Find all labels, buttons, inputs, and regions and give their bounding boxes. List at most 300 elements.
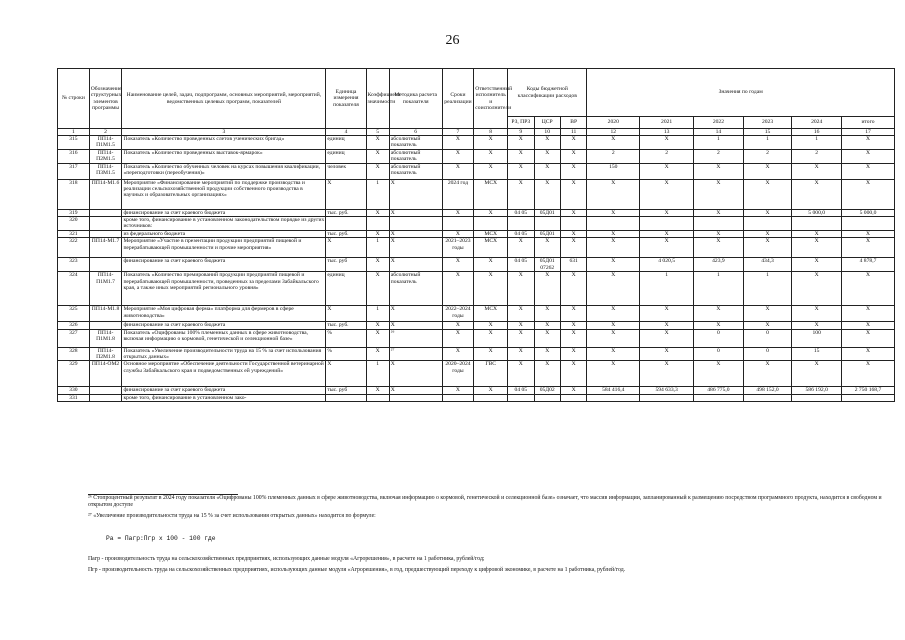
cell-unit: человек <box>326 163 366 179</box>
cell-name: Мероприятие «Участие в презентации продукции предприятий пищевой и перерабатывающей промышленности и прочие мероприятия» <box>122 238 326 258</box>
table-row <box>58 394 895 401</box>
cell-rz: X <box>508 149 534 163</box>
cell-v2024: X <box>792 230 842 237</box>
cell-k: X <box>366 347 389 361</box>
cell-v2022: X <box>694 238 744 258</box>
cell-term: X <box>442 258 474 272</box>
cell-csr: X <box>534 347 560 361</box>
cell-method: X <box>389 258 442 272</box>
cell-k: 1 <box>366 179 389 209</box>
cell-resp <box>474 217 508 231</box>
cell-v2023: X <box>743 238 792 258</box>
cell-term: X <box>442 387 474 394</box>
column-number: 11 <box>560 129 586 136</box>
cell-code: ПП14-П2М1.8 <box>89 347 122 361</box>
cell-vr <box>560 217 586 231</box>
cell-resp: X <box>474 149 508 163</box>
cell-term: X <box>442 209 474 216</box>
header-name: Наименование целей, задач, подпрограмм, основных мероприятий, мероприятий, ведомственных целевых программ, показателей <box>122 69 326 129</box>
cell-resp: X <box>474 329 508 347</box>
footnote-26: ²⁶ Стопроцентный результат в 2024 году показателя «Оцифрованы 100% племенных данных в сфере животноводства, включая информацию о кормовой, генетической и селекционной базе» означает, что массив информации, запланированный к размещению посредством программного продукта, находится в свободном и открытом доступе <box>88 495 882 509</box>
cell-code <box>89 217 122 231</box>
cell-v2024: X <box>792 258 842 272</box>
cell-term: X <box>442 163 474 179</box>
cell-unit: тыс. руб. <box>326 230 366 237</box>
cell-v2021: 4 020,5 <box>640 258 694 272</box>
cell-unit: % <box>326 329 366 347</box>
table-row <box>58 329 895 347</box>
cell-k <box>366 217 389 231</box>
cell-resp: X <box>474 209 508 216</box>
cell-v2023: 434,3 <box>743 258 792 272</box>
cell-vr: X <box>560 238 586 258</box>
cell-name: финансирование за счет краевого бюджета <box>122 209 326 216</box>
cell-v2022: X <box>694 179 744 209</box>
table-row <box>58 258 895 272</box>
cell-code: ПП14-П1М1.7 <box>89 272 122 306</box>
cell-vr: X <box>560 209 586 216</box>
cell-name: Показатель «Оцифрованы 100% племенных данных в сфере животноводства, включая информацию о кормовой, генетической и селекционной базе» <box>122 329 326 347</box>
cell-n: 320 <box>58 217 90 231</box>
cell-code <box>89 394 122 401</box>
cell-v2020: X <box>587 361 640 387</box>
table-row <box>58 136 895 150</box>
cell-vr: X <box>560 136 586 150</box>
cell-term: 2022–2024 годы <box>442 306 474 322</box>
header-rz: РЗ, ПРЗ <box>508 117 534 129</box>
cell-csr: X <box>534 179 560 209</box>
cell-method <box>389 217 442 231</box>
cell-v2022: X <box>694 230 744 237</box>
cell-vr: X <box>560 272 586 306</box>
cell-v2022 <box>694 394 744 401</box>
cell-v2022: 2 <box>694 149 744 163</box>
table-row <box>58 179 895 209</box>
cell-term: X <box>442 136 474 150</box>
footnote-27: ²⁷ «Увеличение производительности труда на 15 % за счет использования открытых данных» находится по формуле: <box>88 513 376 520</box>
column-number: 6 <box>389 129 442 136</box>
cell-method: абсолютный показатель <box>389 149 442 163</box>
cell-code: ПП14-ОМ2 <box>89 361 122 387</box>
cell-method: абсолютный показатель <box>389 136 442 150</box>
cell-unit: единиц <box>326 149 366 163</box>
program-table <box>57 68 895 402</box>
cell-name: Показатель «Количество проведенных выставок-ярмарок» <box>122 149 326 163</box>
cell-method: ²⁶ <box>389 329 442 347</box>
cell-n: 329 <box>58 361 90 387</box>
cell-code <box>89 387 122 394</box>
cell-resp: X <box>474 387 508 394</box>
cell-v2023: 1 <box>743 136 792 150</box>
cell-resp: X <box>474 322 508 329</box>
cell-k: X <box>366 272 389 306</box>
cell-v2023: X <box>743 306 792 322</box>
cell-v2021: 2 <box>640 149 694 163</box>
cell-v2024: X <box>792 179 842 209</box>
cell-vr: X <box>560 163 586 179</box>
column-number: 17 <box>842 129 895 136</box>
cell-v2020: X <box>587 238 640 258</box>
cell-name: финансирование за счет краевого бюджета <box>122 258 326 272</box>
cell-csr: X <box>534 329 560 347</box>
cell-rz <box>508 394 534 401</box>
cell-v2020: X <box>587 209 640 216</box>
cell-csr: X <box>534 238 560 258</box>
header-vr: ВР <box>560 117 586 129</box>
cell-code <box>89 209 122 216</box>
cell-name: Показатель «Увеличение производительности труда на 15 % за счет использования открытых данных» <box>122 347 326 361</box>
cell-name: из федерального бюджета <box>122 230 326 237</box>
cell-rz: X <box>508 238 534 258</box>
cell-total: 5 000,0 <box>842 209 895 216</box>
cell-v2020: 2 <box>587 149 640 163</box>
cell-term: X <box>442 272 474 306</box>
cell-csr <box>534 394 560 401</box>
header-method: Методика расчета показателя <box>389 69 442 129</box>
cell-resp: МСХ <box>474 306 508 322</box>
cell-v2021: X <box>640 136 694 150</box>
cell-n: 321 <box>58 230 90 237</box>
table-row <box>58 387 895 394</box>
cell-csr <box>534 217 560 231</box>
cell-k: X <box>366 258 389 272</box>
column-number: 2 <box>89 129 122 136</box>
cell-total <box>842 217 895 231</box>
cell-resp: X <box>474 272 508 306</box>
cell-rz: X <box>508 361 534 387</box>
column-number: 3 <box>122 129 326 136</box>
cell-name: кроме того, финансирование в установленном законодательством порядке из других источников: <box>123 217 325 230</box>
cell-method: X <box>389 361 442 387</box>
cell-v2024: 100 <box>792 329 842 347</box>
header-budget-codes: Коды бюджетной классификации расходов <box>508 69 587 117</box>
cell-resp <box>474 394 508 401</box>
cell-method <box>389 394 442 401</box>
cell-csr: X <box>534 322 560 329</box>
cell-total: X <box>842 149 895 163</box>
cell-resp: X <box>474 163 508 179</box>
cell-method: X <box>389 230 442 237</box>
cell-n: 325 <box>58 306 90 322</box>
cell-term <box>442 217 474 231</box>
cell-k: 1 <box>366 238 389 258</box>
cell-term <box>442 394 474 401</box>
cell-method: X <box>389 322 442 329</box>
column-number: 7 <box>442 129 474 136</box>
cell-v2024 <box>792 217 842 231</box>
column-number: 13 <box>640 129 694 136</box>
cell-unit <box>326 217 366 231</box>
table-row <box>58 149 895 163</box>
cell-v2021: X <box>640 209 694 216</box>
table-row <box>58 322 895 329</box>
cell-v2021: X <box>640 230 694 237</box>
column-number: 9 <box>508 129 534 136</box>
cell-v2021: X <box>640 179 694 209</box>
cell-n: 318 <box>58 179 90 209</box>
cell-name: Мероприятие «Финансирование мероприятий по поддержке производства и реализации сельскохозяйственной продукции собственного производства в научных и образовательных организациях» <box>122 179 326 209</box>
cell-n: 324 <box>58 272 90 306</box>
cell-v2021: 594 633,3 <box>640 387 694 394</box>
cell-v2022: 1 <box>694 136 744 150</box>
cell-csr: X <box>534 163 560 179</box>
cell-unit: тыс. руб. <box>326 322 366 329</box>
cell-v2023: X <box>743 179 792 209</box>
cell-v2024: 1 <box>792 136 842 150</box>
cell-method: X <box>389 387 442 394</box>
cell-unit: X <box>326 306 366 322</box>
cell-v2023 <box>743 217 792 231</box>
cell-resp: X <box>474 347 508 361</box>
cell-total: X <box>842 163 895 179</box>
cell-v2022: 0 <box>694 329 744 347</box>
cell-v2023: 1 <box>743 272 792 306</box>
cell-name: Показатель «Количество премирований продукции предприятий пищевой и перерабатывающей промышленности, проведенных за пределами Забайкальского края, а также иных мероприятий регионального уровня» <box>122 272 326 306</box>
cell-v2022: 486 775,0 <box>694 387 744 394</box>
cell-v2020: X <box>587 230 640 237</box>
cell-csr: 05Д01 07262 <box>534 258 560 272</box>
header-responsible: Ответственный исполнитель и соисполнители <box>474 69 508 129</box>
table-row <box>58 306 895 322</box>
definition-pgr: Пгр - производительность труда на сельскохозяйственных предприятиях, использующих данные модуля «Агрорешения», в год, предшествующий переходу к цифровой экономике, в расчете на 1 работника, рублей/год. <box>88 567 626 574</box>
cell-v2021: 1 <box>640 272 694 306</box>
cell-v2020: X <box>587 136 640 150</box>
header-csr: ЦСР <box>534 117 560 129</box>
cell-v2023: X <box>743 230 792 237</box>
cell-n: 323 <box>58 258 90 272</box>
cell-v2022: X <box>694 361 744 387</box>
cell-total: X <box>842 136 895 150</box>
cell-k: X <box>366 136 389 150</box>
cell-rz: 04 05 <box>508 209 534 216</box>
cell-v2022: 1 <box>694 272 744 306</box>
cell-total <box>842 394 895 401</box>
cell-v2024: X <box>792 238 842 258</box>
cell-n: 330 <box>58 387 90 394</box>
cell-code <box>89 230 122 237</box>
cell-vr: X <box>560 179 586 209</box>
cell-total: X <box>842 347 895 361</box>
cell-v2024 <box>792 394 842 401</box>
cell-rz: 04 05 <box>508 230 534 237</box>
cell-unit <box>326 394 366 401</box>
cell-total: X <box>842 329 895 347</box>
column-number: 5 <box>366 129 389 136</box>
cell-name: Мероприятие «Моя цифровая ферма» платформа для фермеров в сфере животноводства» <box>122 306 326 322</box>
cell-unit: единиц <box>326 136 366 150</box>
table-row <box>58 230 895 237</box>
cell-code: ПП14-П1М1.8 <box>89 329 122 347</box>
cell-v2023 <box>743 394 792 401</box>
header-unit: Единица измерения показателя <box>326 69 366 129</box>
cell-total: X <box>842 230 895 237</box>
cell-v2024: X <box>792 163 842 179</box>
column-number: 15 <box>743 129 792 136</box>
cell-v2020: X <box>587 258 640 272</box>
cell-name: Показатель «Количество проведенных слетов ученических бригад» <box>122 136 326 150</box>
cell-k <box>366 394 389 401</box>
cell-rz: 04 05 <box>508 387 534 394</box>
cell-v2021: X <box>640 306 694 322</box>
cell-vr: X <box>560 361 586 387</box>
cell-k: 1 <box>366 361 389 387</box>
cell-unit: тыс. руб <box>326 387 366 394</box>
cell-v2021: X <box>640 347 694 361</box>
cell-v2023: 0 <box>743 329 792 347</box>
cell-total: X <box>842 238 895 258</box>
cell-total: X <box>842 306 895 322</box>
cell-n: 317 <box>58 163 90 179</box>
cell-resp: МСХ <box>474 179 508 209</box>
cell-k: X <box>366 230 389 237</box>
cell-total: 2 750 168,7 <box>842 387 895 394</box>
header-coefficient: Коэффициент значимости <box>366 69 389 129</box>
cell-v2024: 2 <box>792 149 842 163</box>
header-2023: 2023 <box>743 117 792 129</box>
cell-name: Показатель «Количество обученных человек на курсах повышения квалификации, «переподготовки (переобучения)» <box>122 163 326 179</box>
cell-code: ПП14-П3М1.5 <box>89 163 122 179</box>
table-row <box>58 217 895 231</box>
cell-v2021: X <box>640 329 694 347</box>
cell-csr: X <box>534 136 560 150</box>
cell-v2024: 586 192,0 <box>792 387 842 394</box>
cell-code: ПП14-М1.6 <box>89 179 122 209</box>
cell-resp: МСХ <box>474 230 508 237</box>
cell-term: X <box>442 230 474 237</box>
cell-vr <box>560 394 586 401</box>
page-number: 26 <box>445 33 460 48</box>
cell-total: 4 878,7 <box>842 258 895 272</box>
cell-rz <box>508 217 534 231</box>
column-number: 4 <box>326 129 366 136</box>
cell-name: Основное мероприятие «Обеспечение деятельности Государственной ветеринарной службы Забайкальского края и подведомственных ей учреждений» <box>122 361 326 387</box>
cell-v2024: X <box>792 361 842 387</box>
column-number: 10 <box>534 129 560 136</box>
cell-unit: тыс. руб <box>326 258 366 272</box>
cell-resp: МСХ <box>474 238 508 258</box>
cell-v2023: X <box>743 163 792 179</box>
cell-term: 2024 год <box>442 179 474 209</box>
cell-rz: X <box>508 136 534 150</box>
table-body <box>58 129 895 402</box>
cell-code: ПП14-М1.7 <box>89 238 122 258</box>
cell-v2024: 5 000,0 <box>792 209 842 216</box>
cell-v2024: X <box>792 322 842 329</box>
cell-unit: единиц <box>326 272 366 306</box>
cell-k: 1 <box>366 306 389 322</box>
cell-csr: X <box>534 272 560 306</box>
table-row <box>58 209 895 216</box>
cell-v2020: 150 <box>587 163 640 179</box>
cell-v2022: X <box>694 306 744 322</box>
cell-v2023: X <box>743 361 792 387</box>
table-row <box>58 163 895 179</box>
cell-code <box>89 322 122 329</box>
table-row <box>58 238 895 258</box>
cell-v2021 <box>640 394 694 401</box>
cell-resp: ГВС <box>474 361 508 387</box>
table-row <box>58 272 895 306</box>
cell-v2020: X <box>587 272 640 306</box>
cell-n: 327 <box>58 329 90 347</box>
cell-method: абсолютный показатель <box>389 272 442 306</box>
cell-v2021: X <box>640 361 694 387</box>
header-2022: 2022 <box>694 117 744 129</box>
cell-v2021: X <box>640 163 694 179</box>
cell-vr: X <box>560 322 586 329</box>
cell-v2021 <box>640 217 694 231</box>
header-row-number: № строки <box>58 69 90 129</box>
cell-vr: 631 <box>560 258 586 272</box>
cell-total: X <box>842 272 895 306</box>
cell-n: 315 <box>58 136 90 150</box>
cell-vr: X <box>560 306 586 322</box>
cell-n: 319 <box>58 209 90 216</box>
cell-v2024: X <box>792 272 842 306</box>
column-number: 14 <box>694 129 744 136</box>
cell-rz: X <box>508 163 534 179</box>
cell-resp: X <box>474 258 508 272</box>
cell-v2023: 0 <box>743 347 792 361</box>
cell-name: финансирование за счет краевого бюджета <box>122 387 326 394</box>
cell-method: X <box>389 209 442 216</box>
cell-rz: X <box>508 322 534 329</box>
header-term: Сроки реализации <box>442 69 474 129</box>
cell-v2023: X <box>743 322 792 329</box>
cell-v2022: X <box>694 322 744 329</box>
cell-rz: X <box>508 272 534 306</box>
table-row <box>58 347 895 361</box>
cell-v2022: 423,9 <box>694 258 744 272</box>
cell-rz: X <box>508 306 534 322</box>
cell-csr: 05Д02 <box>534 387 560 394</box>
formula: Ра = Пагр:Пгр х 100 - 100 где <box>106 534 216 542</box>
cell-k: X <box>366 149 389 163</box>
cell-rz: X <box>508 347 534 361</box>
header-2024: 2024 <box>792 117 842 129</box>
cell-v2022: X <box>694 163 744 179</box>
cell-unit: X <box>326 361 366 387</box>
cell-resp: X <box>474 136 508 150</box>
cell-v2020 <box>587 394 640 401</box>
cell-method: абсолютный показатель <box>389 163 442 179</box>
cell-name: кроме того, финансирование в установленном зако- <box>122 394 326 401</box>
cell-v2020: X <box>587 329 640 347</box>
cell-unit: % <box>326 347 366 361</box>
cell-v2020: 584 416,4 <box>587 387 640 394</box>
cell-v2020: X <box>587 179 640 209</box>
cell-n: 331 <box>58 394 90 401</box>
cell-k: X <box>366 163 389 179</box>
cell-v2023: 2 <box>743 149 792 163</box>
header-2021: 2021 <box>640 117 694 129</box>
cell-v2022: 0 <box>694 347 744 361</box>
cell-csr: 05Д01 <box>534 230 560 237</box>
cell-v2022 <box>694 217 744 231</box>
cell-csr: X <box>534 306 560 322</box>
cell-total: X <box>842 322 895 329</box>
cell-rz: X <box>508 179 534 209</box>
cell-n: 322 <box>58 238 90 258</box>
header-values-by-year: Значения по годам <box>587 69 895 117</box>
cell-code <box>89 258 122 272</box>
header-structure-code: Обозначение структурных элементов программы <box>89 69 122 129</box>
column-number: 12 <box>587 129 640 136</box>
cell-vr: X <box>560 230 586 237</box>
cell-k: X <box>366 329 389 347</box>
cell-v2024: X <box>792 306 842 322</box>
cell-n: 326 <box>58 322 90 329</box>
